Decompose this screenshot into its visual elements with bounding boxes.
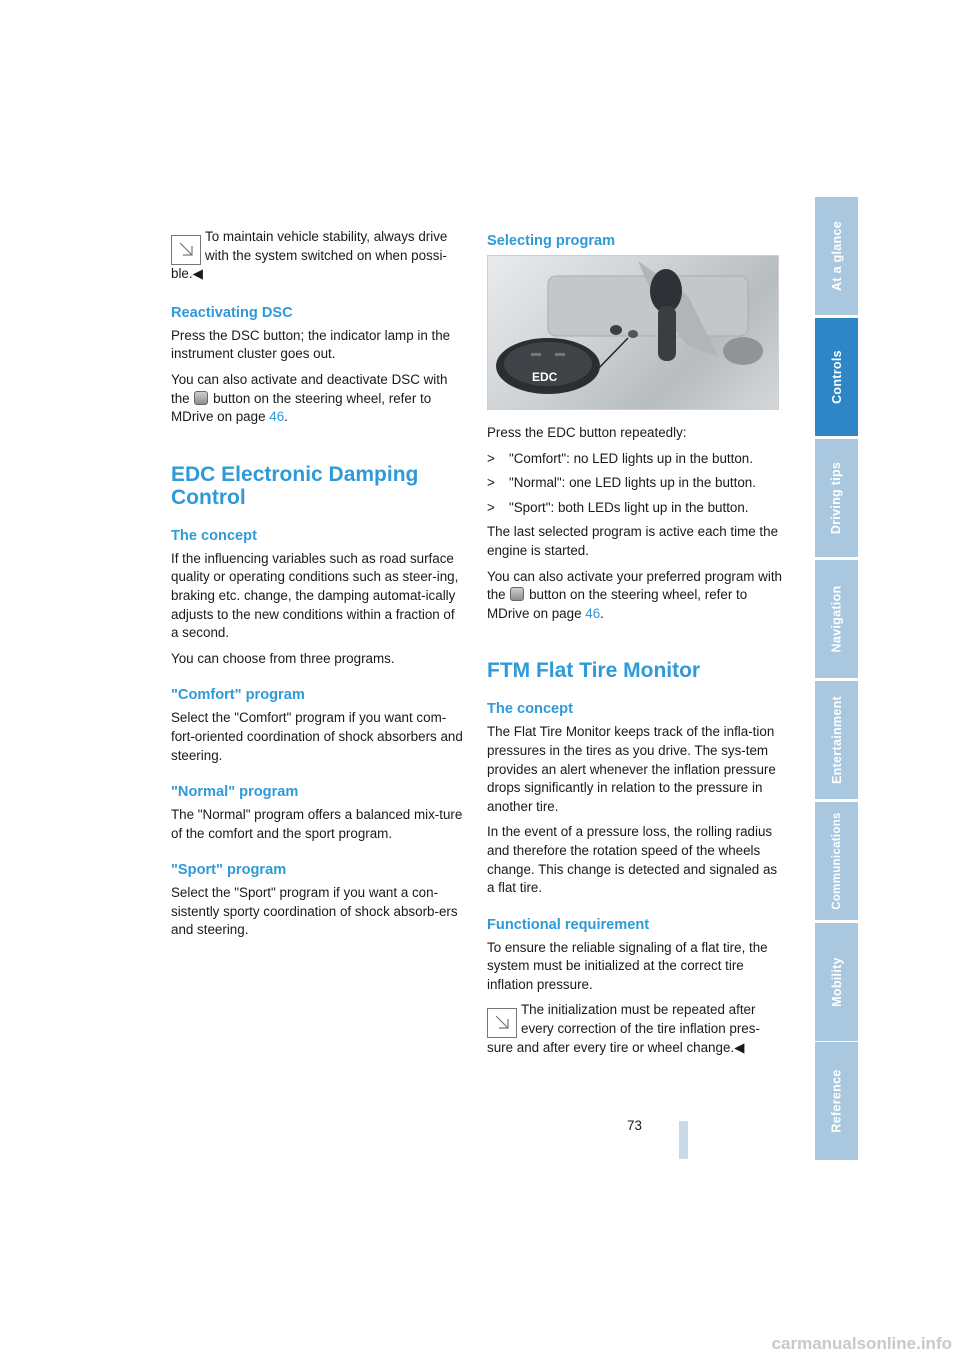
right-column <box>487 228 783 1064</box>
tab-communications[interactable] <box>815 802 858 920</box>
list-item-text: "Comfort": no LED lights up in the button. <box>509 450 753 466</box>
tab-label: Navigation <box>829 585 844 653</box>
tab-at-a-glance[interactable] <box>815 197 858 315</box>
reactivating-paragraph-2 <box>171 371 463 427</box>
heading-functional-requirement: Functional requirement <box>487 916 650 933</box>
tab-label: Communications <box>830 812 843 910</box>
ftm-concept-paragraph-1: The Flat Tire Monitor keeps track of the infla-tion pressures in the tires as you drive. The sys-tem provides an alert whenever the inflation pressure drops significantly in relation to the pressure in another tire. <box>487 724 776 814</box>
tab-driving-tips[interactable] <box>815 439 858 557</box>
heading-selecting-program: Selecting program <box>487 233 616 249</box>
note2-line1: The initialization must be repeated after <box>521 1002 756 1018</box>
heading-sport: "Sport" program <box>171 862 287 879</box>
ftm-concept-paragraph-2: In the event of a pressure loss, the rolling radius and therefore the rotation speed of the wheels change. This change is detected and signaled as a flat tire. <box>487 824 778 896</box>
comfort-paragraph: Select the "Comfort" program if you want com-fort-oriented coordination of shock absorbers and steering. <box>171 710 463 763</box>
program-list <box>487 450 783 518</box>
heading-concept: The concept <box>171 527 257 544</box>
page-number: 73 <box>627 1118 642 1133</box>
edc-button-photo <box>487 255 779 410</box>
heading-ftm: FTM Flat Tire Monitor <box>487 659 701 683</box>
text-span: button on the steering wheel, refer to MDrive on page <box>171 390 432 425</box>
tab-label: Reference <box>829 1069 844 1133</box>
tab-label: Driving tips <box>829 461 844 535</box>
note1-line1: To maintain vehicle stability, always drive <box>205 229 448 244</box>
reactivating-paragraph-1: Press the DSC button; the indicator lamp in the instrument cluster goes out. <box>171 327 451 362</box>
text-span: button on the steering wheel, refer to MDrive on page <box>487 587 748 621</box>
text-span: . <box>284 409 288 425</box>
chapter-tabs <box>815 197 858 1160</box>
list-item-text: "Sport": both LEDs light up in the button. <box>509 499 749 515</box>
text-span: You can also activate your preferred program with the <box>487 568 782 603</box>
page-link-46[interactable]: 46 <box>585 605 601 621</box>
tab-navigation[interactable] <box>815 560 858 678</box>
functional-requirement-paragraph: To ensure the reliable signaling of a flat tire, the system must be initialized at the correct tire inflation pressure. <box>487 939 768 992</box>
note-icon <box>487 1008 517 1038</box>
preferred-program-paragraph <box>487 568 783 624</box>
tab-controls[interactable] <box>815 318 858 436</box>
tab-label: At a glance <box>829 221 844 291</box>
tab-reference[interactable] <box>815 1042 858 1160</box>
tab-label: Entertainment <box>829 696 844 784</box>
note-icon <box>171 235 201 265</box>
tab-label: Mobility <box>829 957 844 1007</box>
note2-line3: sure and after every tire or wheel change.◀ <box>487 1039 745 1055</box>
concept-paragraph-1: If the influencing variables such as road surface quality or operating conditions such as steer-ing, braking etc. change, the damping automat-ically adjusts to the new conditions within a fraction of a second. <box>171 550 459 641</box>
note1-line3: ble.◀ <box>171 266 203 282</box>
list-item <box>487 450 783 469</box>
press-edc-paragraph: Press the EDC button repeatedly: <box>487 425 687 440</box>
list-marker: > <box>487 450 495 466</box>
note-vehicle-stability <box>171 228 463 284</box>
list-item <box>487 474 783 493</box>
heading-edc: EDC Electronic Damping Control <box>171 462 419 509</box>
page-number-bar <box>679 1121 688 1159</box>
text-span: . <box>600 605 604 621</box>
list-marker: > <box>487 499 495 515</box>
tab-label: Controls <box>829 350 844 404</box>
photo-edc-label: EDC <box>532 370 558 384</box>
watermark: carmanualsonline.info <box>771 1334 952 1353</box>
heading-ftm-concept: The concept <box>487 701 573 718</box>
concept-paragraph-2: You can choose from three programs. <box>171 650 395 666</box>
normal-paragraph: The "Normal" program offers a balanced mix-ture of the comfort and the sport program. <box>171 807 463 841</box>
list-item-text: "Normal": one LED lights up in the button. <box>509 475 756 491</box>
left-column <box>171 228 463 947</box>
heading-comfort: "Comfort" program <box>171 687 305 704</box>
sport-paragraph: Select the "Sport" program if you want a con-sistently sporty coordination of shock absorb-ers and steering. <box>171 885 458 938</box>
note2-line2: every correction of the tire inflation pres- <box>521 1021 760 1037</box>
heading-normal: "Normal" program <box>171 784 299 801</box>
heading-reactivating-dsc: Reactivating DSC <box>171 304 293 321</box>
list-marker: > <box>487 475 495 491</box>
list-item <box>487 499 783 518</box>
last-selected-paragraph: The last selected program is active each time the engine is started. <box>487 524 779 558</box>
mdrive-button-icon <box>194 391 208 405</box>
note-initialization <box>487 1001 783 1057</box>
note1-line2: with the system switched on when possi- <box>205 247 447 263</box>
tab-mobility[interactable] <box>815 923 858 1041</box>
page-link-46[interactable]: 46 <box>269 409 285 425</box>
text-span: You can also activate and deactivate DSC with the <box>171 371 448 406</box>
tab-entertainment[interactable] <box>815 681 858 799</box>
mdrive-button-icon <box>510 587 524 601</box>
